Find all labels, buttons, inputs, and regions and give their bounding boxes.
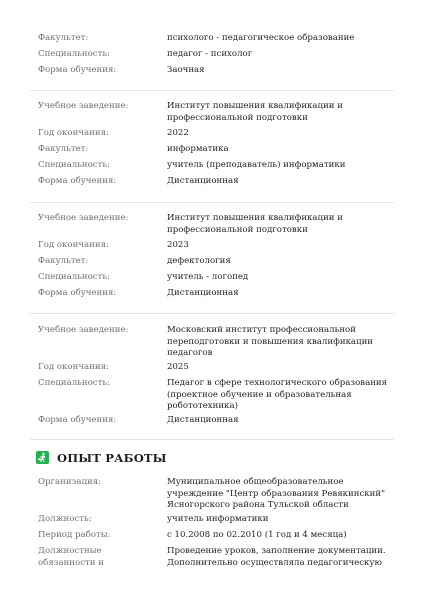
field-label: Должностные обязанности и — [38, 546, 104, 568]
field-label: Учебное заведение: — [38, 325, 129, 335]
field-label: Должность: — [38, 514, 92, 524]
field-value: Заочная — [167, 65, 205, 75]
field-label: Год окончания: — [38, 362, 109, 372]
field-label: Специальность: — [38, 272, 110, 282]
field-label: Факультет: — [38, 144, 89, 154]
field-label: Период работы: — [38, 530, 111, 540]
field-value: Дистанционная — [167, 176, 239, 186]
field-label: Год окончания: — [38, 240, 109, 250]
field-value: 2022 — [167, 128, 189, 138]
field-label: Факультет: — [38, 256, 89, 266]
field-label: Специальность: — [38, 49, 110, 59]
field-value: Институт повышения квалификации и профессиональной подготовки — [167, 101, 343, 123]
field-value: Дистанционная — [167, 288, 239, 298]
field-value: учитель (преподаватель) информатики — [167, 160, 346, 170]
section-title: ОПЫТ РАБОТЫ — [57, 451, 167, 465]
divider — [30, 439, 394, 440]
field-label: Учебное заведение: — [38, 101, 129, 111]
field-label: Форма обучения: — [38, 176, 117, 186]
field-value: психолого - педагогическое образование — [167, 33, 355, 43]
field-value: с 10.2008 по 02.2010 (1 год и 4 месяца) — [167, 530, 347, 540]
field-value: педагог - психолог — [167, 49, 253, 59]
field-value: Институт повышения квалификации и профессиональной подготовки — [167, 213, 343, 235]
divider — [30, 202, 394, 203]
field-label: Форма обучения: — [38, 65, 117, 75]
field-value: Дистанционная — [167, 415, 239, 425]
field-label: Год окончания: — [38, 128, 109, 138]
field-label: Форма обучения: — [38, 288, 117, 298]
briefcase-person-icon — [36, 451, 49, 464]
field-value: дефектология — [167, 256, 231, 266]
divider — [30, 313, 394, 314]
field-label: Специальность: — [38, 160, 110, 170]
field-label: Специальность: — [38, 378, 110, 388]
divider — [30, 90, 394, 91]
field-label: Форма обучения: — [38, 415, 117, 425]
field-value: Педагог в сфере технологического образования (проектное обучение и образовательная робототехника) — [167, 378, 388, 411]
field-value: Московский институт профессиональной переподготовки и повышения квалификации педагогов — [167, 325, 374, 358]
field-label: Организация: — [38, 477, 102, 487]
field-value: Проведение уроков, заполнение документации. Дополнительно осуществляла педагогическую — [167, 546, 386, 568]
field-value: 2023 — [167, 240, 189, 250]
field-value: Муниципальное общеобразовательное учреждение "Центр образования Ревякинский" Ясногорского района Тульской области — [167, 477, 386, 510]
field-value: учитель - логопед — [167, 272, 249, 282]
field-label: Учебное заведение: — [38, 213, 129, 223]
field-label: Факультет: — [38, 33, 89, 43]
field-value: 2025 — [167, 362, 189, 372]
field-value: учитель информатики — [167, 514, 269, 524]
field-value: информатика — [167, 144, 229, 154]
